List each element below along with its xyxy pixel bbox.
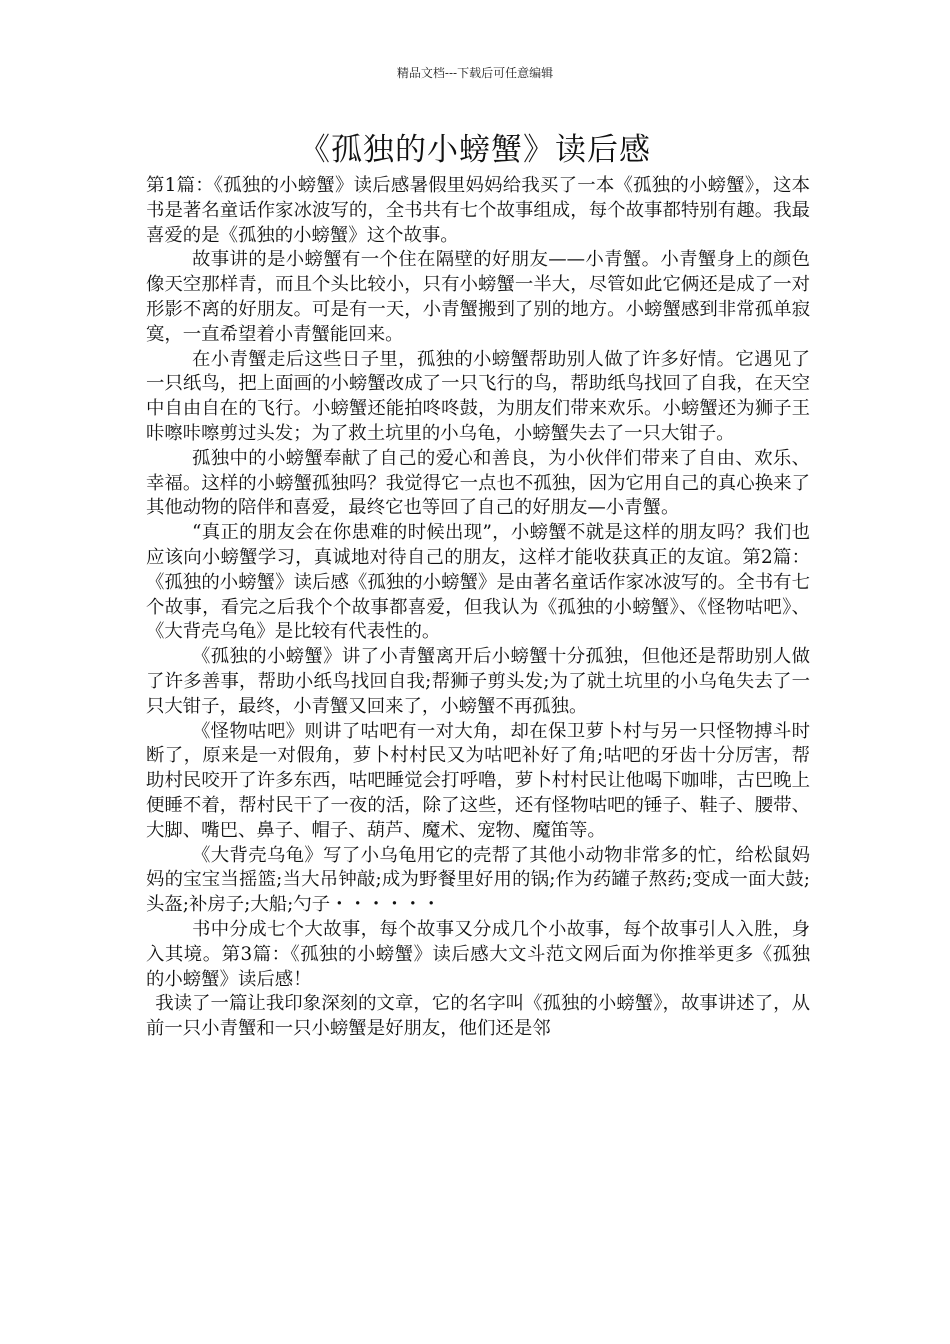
document-title: 《孤独的小螃蟹》读后感	[299, 132, 651, 168]
paragraph-3: 在小青蟹走后这些日子里，孤独的小螃蟹帮助别人做了许多好情。它遇见了一只纸鸟，把上面画的小螃蟹改成了一只飞行的鸟，帮助纸鸟找回了自我，在天空中自由自在的飞行。小螃蟹还能拍咚咚鼓，为朋友们带来欢乐。小螃蟹还为狮子王咔嚓咔嚓剪过头发；为了救土坑里的小乌龟，小螃蟹失去了一只大钳子。	[146, 348, 810, 444]
page-header: 精品文档---下载后可任意编辑	[396, 66, 554, 80]
document-body	[146, 174, 810, 1042]
paragraph-8: 《大背壳乌龟》写了小乌龟用它的壳帮了其他小动物非常多的忙，给松鼠妈妈的宝宝当摇篮;当大吊钟敲;成为野餐里好用的锅;作为药罐子熬药;变成一面大鼓;头盔;补房子;大船;勺子・・・・・・	[146, 844, 810, 916]
paragraph-10: 我读了一篇让我印象深刻的文章，它的名字叫《孤独的小螃蟹》，故事讲述了，从前一只小青蟹和一只小螃蟹是好朋友，他们还是邻	[146, 993, 810, 1040]
paragraph-9: 书中分成七个大故事，每个故事又分成几个小故事，每个故事引人入胜，身入其境。第3篇：《孤独的小螃蟹》读后感大文斗范文网后面为你推举更多《孤独的小螃蟹》读后感！	[146, 918, 810, 990]
paragraph-1: 第1篇：《孤独的小螃蟹》读后感暑假里妈妈给我买了一本《孤独的小螃蟹》，这本书是著名童话作家冰波写的，全书共有七个故事组成，每个故事都特别有趣。我最喜爱的是《孤独的小螃蟹》这个故事。	[146, 175, 810, 246]
paragraph-4: 孤独中的小螃蟹奉献了自己的爱心和善良，为小伙伴们带来了自由、欢乐、幸福。这样的小螃蟹孤独吗？我觉得它一点也不孤独，因为它用自己的真心换来了其他动物的陪伴和喜爱，最终它也等回了自己的好朋友—小青蟹。	[146, 447, 810, 519]
paragraph-6: 《孤独的小螃蟹》讲了小青蟹离开后小螃蟹十分孤独，但他还是帮助别人做了许多善事，帮助小纸鸟找回自我;帮狮子剪头发;为了就土坑里的小乌龟失去了一只大钳子，最终，小青蟹又回来了，小螃蟹不再孤独。	[146, 646, 810, 717]
paragraph-2: 故事讲的是小螃蟹有一个住在隔壁的好朋友——小青蟹。小青蟹身上的颜色像天空那样青，而且个头比较小，只有小螃蟹一半大，尽管如此它俩还是成了一对形影不离的好朋友。可是有一天，小青蟹搬到了别的地方。小螃蟹感到非常孤单寂寞，一直希望着小青蟹能回来。	[146, 249, 810, 345]
paragraph-5: “真正的朋友会在你患难的时候出现”，小螃蟹不就是这样的朋友吗？我们也应该向小螃蟹学习，真诚地对待自己的朋友，这样才能收获真正的友谊。第2篇：《孤独的小螃蟹》读后感《孤独的小螃蟹》是由著名童话作家冰波写的。全书有七个故事，看完之后我个个故事都喜爱，但我认为《孤独的小螃蟹》、《怪物咕吧》、《大背壳乌龟》是比较有代表性的。	[146, 522, 810, 643]
paragraph-7: 《怪物咕吧》则讲了咕吧有一对大角，却在保卫萝卜村与另一只怪物搏斗时断了，原来是一对假角，萝卜村村民又为咕吧补好了角;咕吧的牙齿十分厉害，帮助村民咬开了许多东西，咕吧睡觉会打呼噜，萝卜村村民让他喝下咖啡，古巴晚上便睡不着，帮村民干了一夜的活，除了这些，还有怪物咕吧的锤子、鞋子、腰带、大脚、嘴巴、鼻子、帽子、葫芦、魔术、宠物、魔笛等。	[146, 720, 810, 841]
